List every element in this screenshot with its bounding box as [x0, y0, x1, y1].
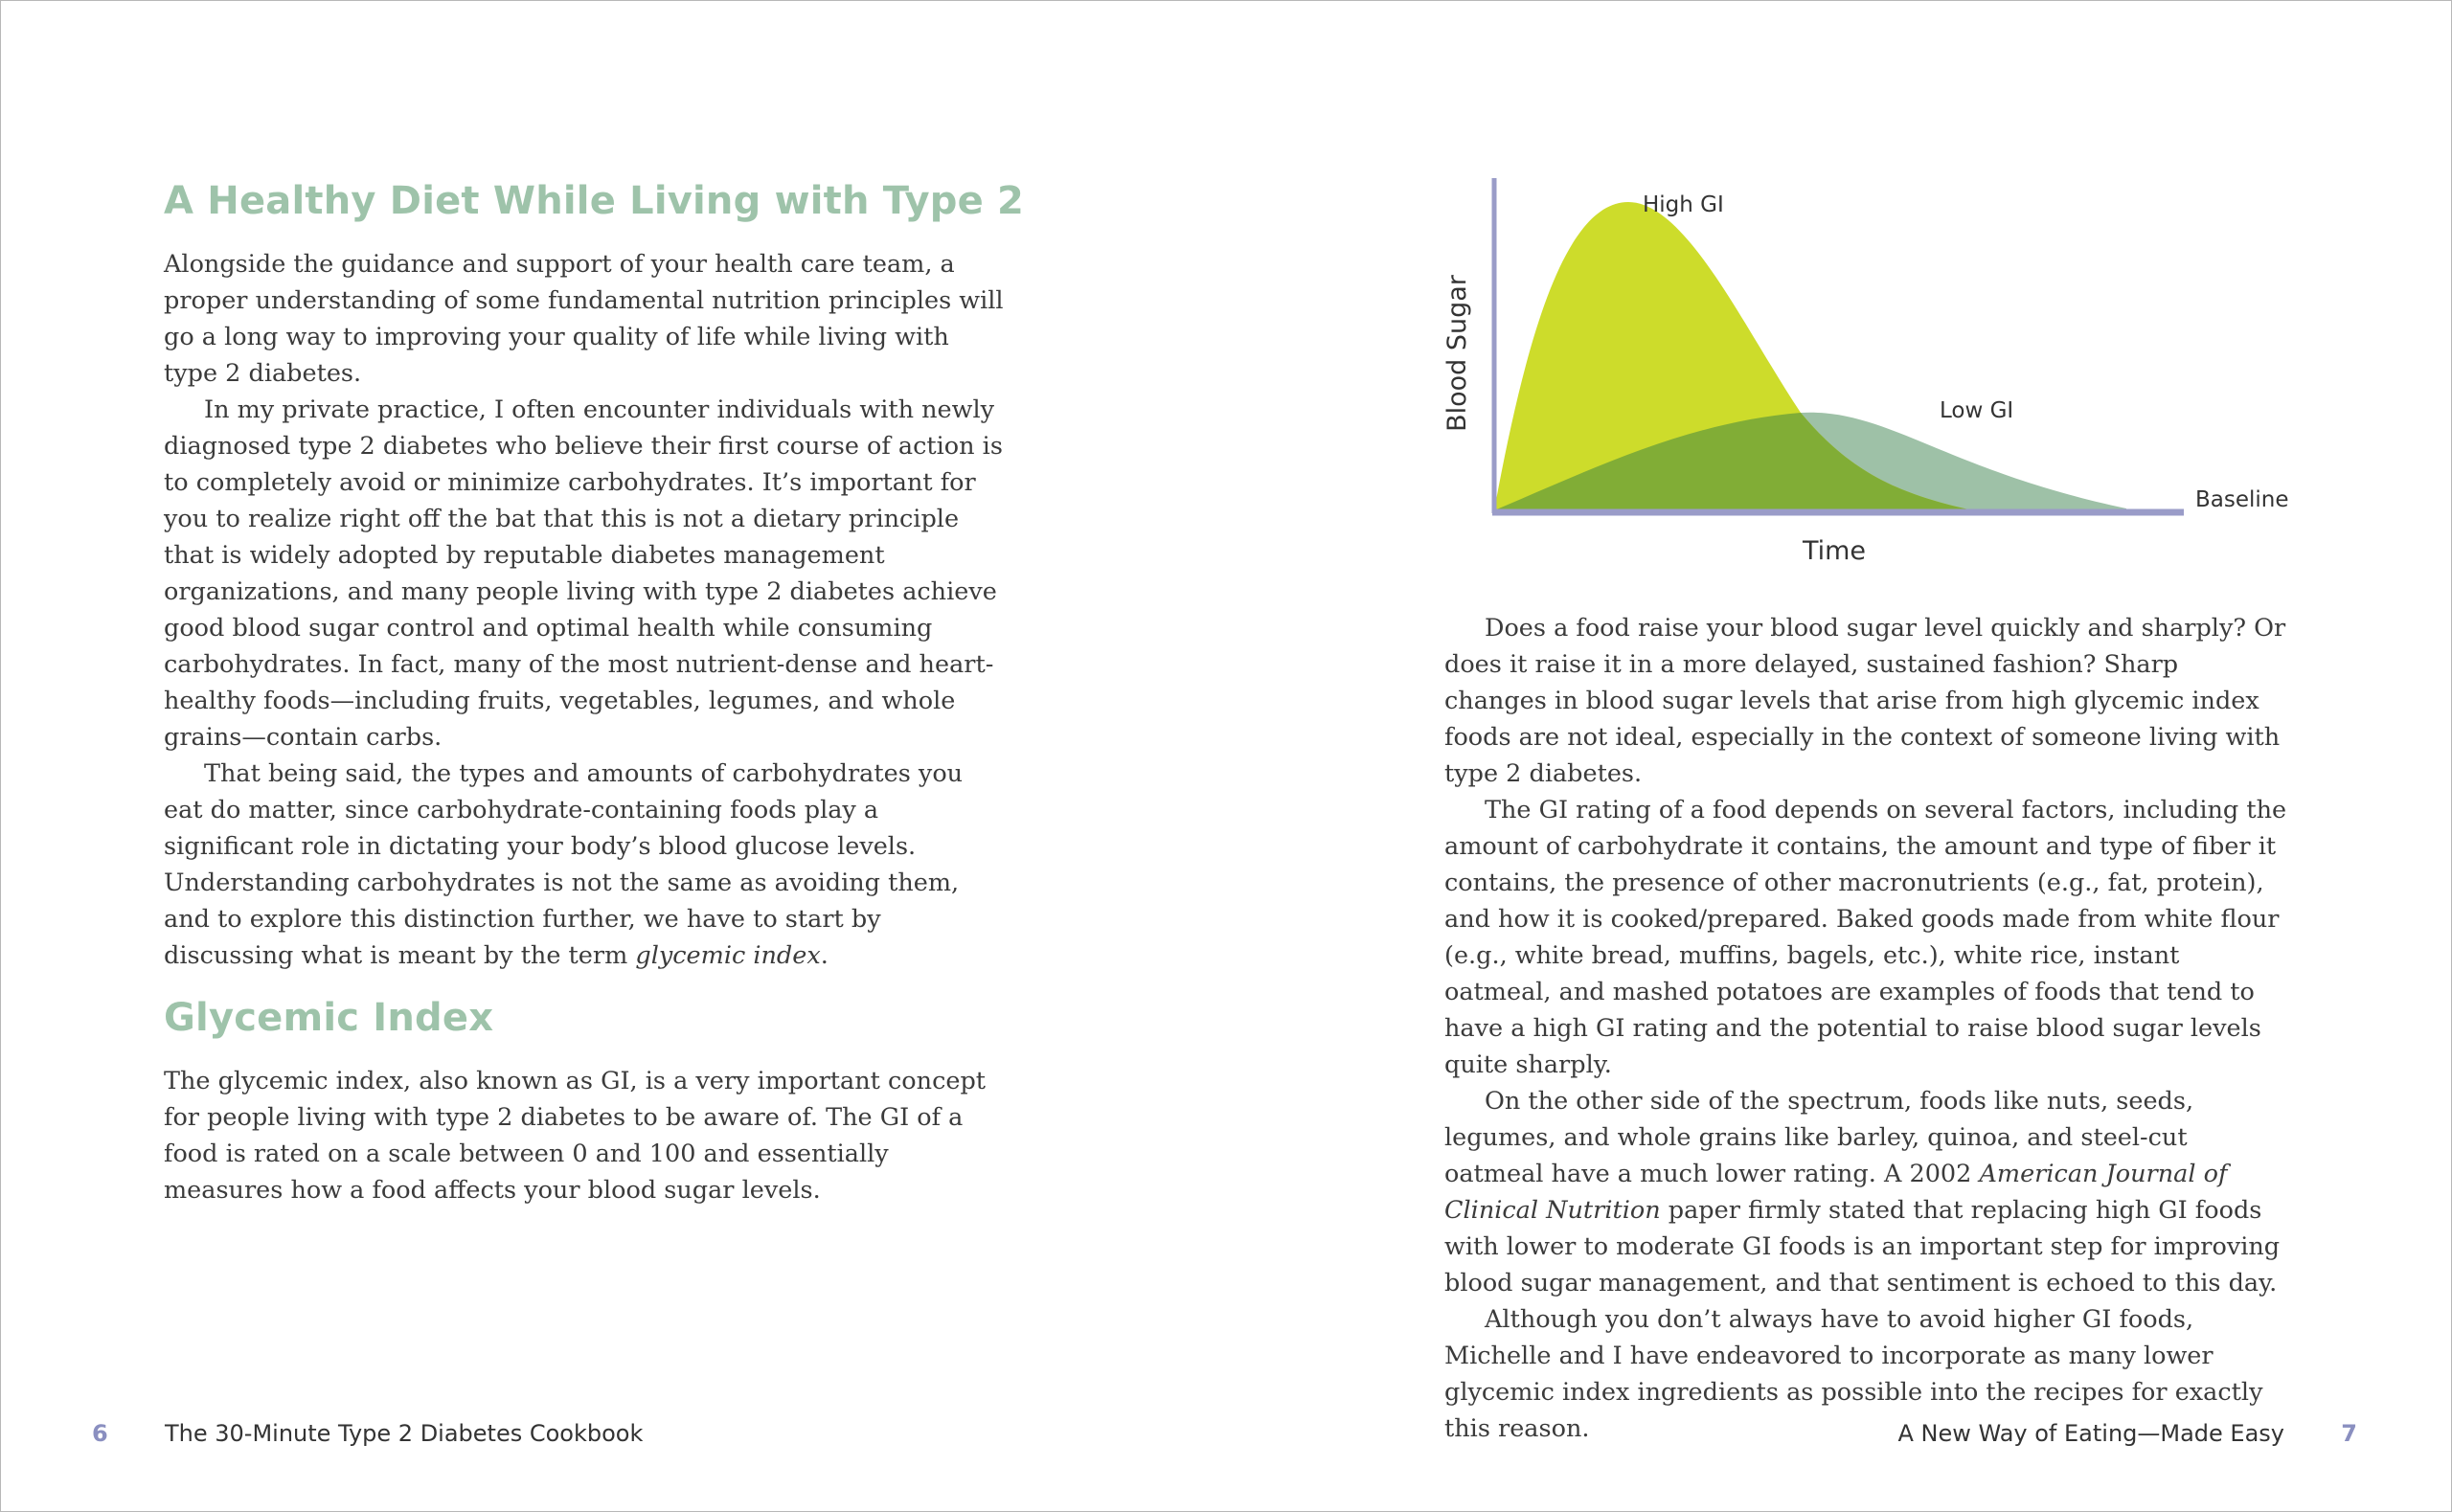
right-body — [1444, 610, 2287, 1447]
paragraph: Although you don’t always have to avoid higher GI foods, Michelle and I have endeavored to incorporate as many lower glycemic index ingredients as possible into the recipes for exactly this reason. — [1444, 1305, 2263, 1443]
paragraph-text: That being said, the types and amounts of carbohydrates you eat do matter, since carbohydrate-containing foods play a significant role in dictating your body’s blood glucose levels. Understanding carbohydrates is not the same as avoiding them, and to explore this distinction further, we have to start by discussing what is meant by the term — [164, 759, 964, 970]
paragraph-text: paper firmly stated that replacing high GI foods with lower to moderate GI foods is an important step for improving blood sugar management, and that sentiment is echoed to this day. — [1444, 1196, 2281, 1298]
italic-journal-title: American Journal of Clinical Nutrition — [1444, 1160, 2228, 1225]
book-title: The 30-Minute Type 2 Diabetes Cookbook — [164, 1420, 644, 1447]
low-gi-label: Low GI — [1940, 398, 2014, 423]
paragraph — [164, 756, 1007, 974]
baseline-label: Baseline — [2195, 487, 2289, 512]
x-axis-label: Time — [1802, 536, 1867, 566]
paragraph-text: On the other side of the spectrum, foods like nuts, seeds, legumes, and whole grains like barley, quinoa, and steel-cut oatmeal have a much lower rating. A 2002 — [1444, 1087, 2194, 1188]
gi-chart-svg — [1437, 164, 2299, 585]
italic-term: glycemic index — [635, 941, 821, 970]
left-body-gi — [164, 1063, 1007, 1208]
paragraph: Does a food raise your blood sugar level quickly and sharply? Or does it raise it in a more delayed, sustained fashion? Sharp changes in blood sugar levels that arise from high glycemic index foods are not ideal, especially in the context of someone living with type 2 diabetes. — [1444, 614, 2286, 788]
left-body-intro — [164, 246, 1007, 974]
chapter-title: A New Way of Eating—Made Easy — [1897, 1420, 2285, 1447]
left-page — [1, 1, 1226, 1511]
left-footer — [92, 1420, 643, 1447]
paragraph — [1444, 1083, 2287, 1301]
page-number: 7 — [2341, 1420, 2357, 1447]
gi-chart — [1437, 164, 2299, 585]
paragraph: Alongside the guidance and support of your health care team, a proper understanding of some fundamental nutrition principles will go a long way to improving your quality of life while living with type 2 diabetes. — [164, 250, 1004, 388]
high-gi-label: High GI — [1643, 192, 1724, 217]
right-page — [1226, 1, 2451, 1511]
section-heading-glycemic-index: Glycemic Index — [164, 996, 494, 1040]
right-footer — [1897, 1420, 2357, 1447]
paragraph-text: . — [820, 941, 829, 970]
page-number: 6 — [92, 1420, 108, 1447]
section-heading-healthy-diet: A Healthy Diet While Living with Type 2 — [164, 179, 1025, 223]
paragraph: The GI rating of a food depends on several factors, including the amount of carbohydrate it contains, the amount and type of fiber it contains, the presence of other macronutrients (e.g., fat, protein), and how it is cooked/prepared. Baked goods made from white flour (e.g., white bread, muffins, bagels, etc.), white rice, instant oatmeal, and mashed potatoes are examples of foods that tend to have a high GI rating and the potential to raise blood sugar levels quite sharply. — [1444, 796, 2287, 1079]
paragraph: The glycemic index, also known as GI, is a very important concept for people living with type 2 diabetes to be aware of. The GI of a food is rated on a scale between 0 and 100 and essentially measures how a food affects your blood sugar levels. — [164, 1067, 987, 1205]
y-axis-label: Blood Sugar — [1442, 275, 1472, 432]
paragraph: In my private practice, I often encounter individuals with newly diagnosed type 2 diabetes who believe their first course of action is to completely avoid or minimize carbohydrates. It’s important for you to realize right off the bat that this is not a dietary principle that is widely adopted by reputable diabetes management organizations, and many people living with type 2 diabetes achieve good blood sugar control and optimal health while consuming carbohydrates. In fact, many of the most nutrient-dense and heart-healthy foods—including fruits, vegetables, legumes, and whole grains—contain carbs. — [164, 395, 1003, 752]
